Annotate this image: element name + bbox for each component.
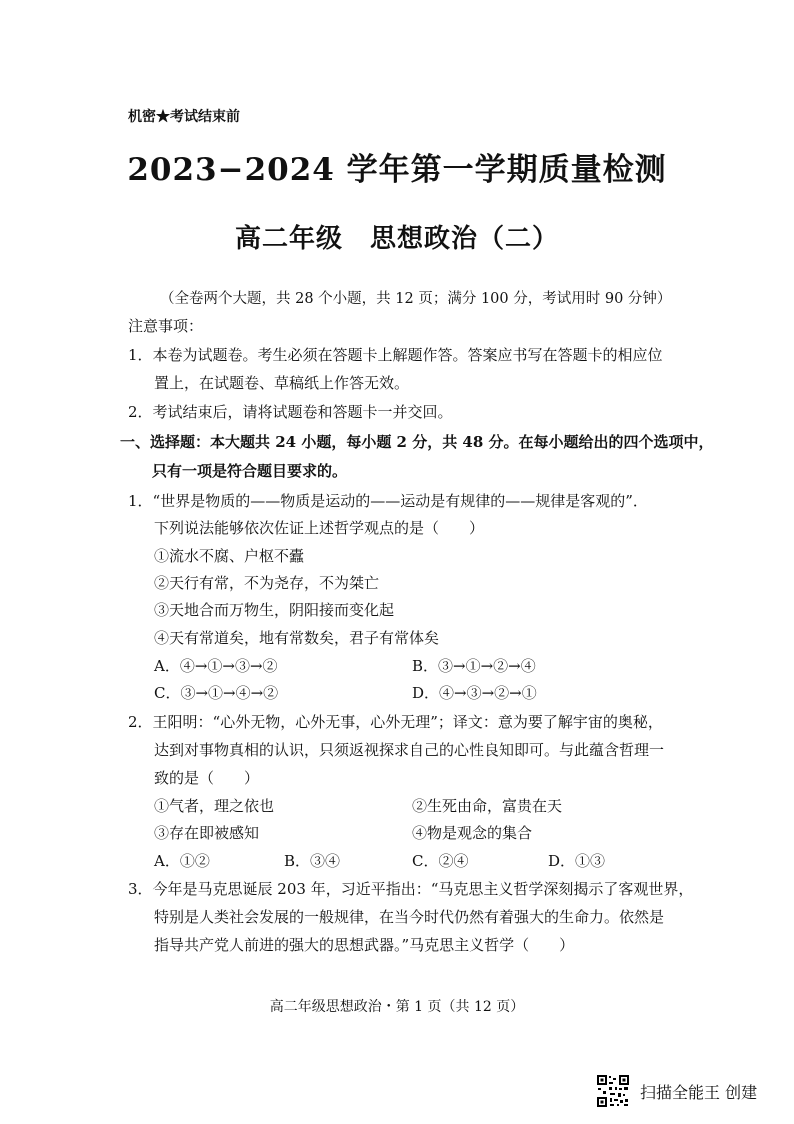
note-item-1-line-1: 1．本卷为试题卷。考生必须在答题卡上解题作答。答案应书写在答题卡的相应位: [128, 346, 663, 364]
q2-stem-line-3: 致的是（ ）: [154, 769, 260, 787]
page-footer: 高二年级思想政治・第 1 页（共 12 页）: [269, 999, 525, 1015]
q2-statement-4: ④物是观念的集合: [412, 824, 533, 842]
q1-option-d: D．④→③→②→①: [412, 684, 537, 702]
section-1-heading-line-2: 只有一项是符合题目要求的。: [152, 462, 348, 480]
q1-statement-2: ②天行有常，不为尧存，不为桀亡: [154, 574, 380, 592]
q3-stem-line-1: 3．今年是马克思诞辰 203 年，习近平指出：“马克思主义哲学深刻揭示了客观世界，: [128, 880, 694, 898]
q2-stem-line-2: 达到对事物真相的认识，只须返视探求自己的心性良知即可。与此蕴含哲理一: [154, 741, 665, 759]
q2-option-d: D．①③: [548, 852, 606, 870]
note-item-2: 2．考试结束后，请将试题卷和答题卡一并交回。: [128, 403, 453, 421]
scanner-watermark-label: 扫描全能王 创建: [640, 1083, 758, 1102]
q1-stem-line-2: 下列说法能够依次佐证上述哲学观点的是（ ）: [154, 519, 485, 537]
q1-statement-3: ③天地合而万物生，阴阳接而变化起: [154, 601, 395, 619]
notes-heading: 注意事项：: [128, 317, 204, 335]
q1-option-c: C．③→①→④→②: [154, 684, 279, 702]
q2-statement-3: ③存在即被感知: [154, 824, 260, 842]
q2-option-c: C．②④: [412, 852, 469, 870]
q3-stem-line-2: 特别是人类社会发展的一般规律，在当今时代仍然有着强大的生命力。依然是: [154, 908, 665, 926]
q1-option-a: A．④→①→③→②: [154, 657, 278, 675]
q2-stem-line-1: 2．王阳明：“心外无物，心外无事，心外无理”；译文：意为要了解宇宙的奥秘，: [128, 713, 663, 731]
q2-statement-1: ①气者，理之依也: [154, 797, 275, 815]
q3-stem-line-3: 指导共产党人前进的强大的思想武器。”马克思主义哲学（ ）: [154, 936, 575, 954]
qr-code-icon: [596, 1074, 630, 1108]
section-1-heading-line-1: 一、选择题：本大题共 24 小题，每小题 2 分，共 48 分。在每小题给出的四个选项中，: [120, 433, 714, 451]
q1-option-b: B．③→①→②→④: [412, 657, 536, 675]
confidential-label: 机密★考试结束前: [128, 109, 240, 125]
exam-subtitle: 高二年级 思想政治（二）: [234, 224, 559, 254]
q2-statement-2: ②生死由命，富贵在天: [412, 797, 563, 815]
q1-statement-1: ①流水不腐、户枢不蠹: [154, 547, 305, 565]
q2-option-b: B．③④: [284, 852, 341, 870]
note-item-1-line-2: 置上，在试题卷、草稿纸上作答无效。: [154, 374, 410, 392]
exam-title: 2023−2024 学年第一学期质量检测: [127, 152, 667, 188]
q2-option-a: A．①②: [154, 852, 210, 870]
q1-stem-line-1: 1．“世界是物质的——物质是运动的——运动是有规律的——规律是客观的”．: [128, 492, 648, 510]
q1-statement-4: ④天有常道矣，地有常数矣，君子有常体矣: [154, 629, 440, 647]
exam-info: （全卷两个大题，共 28 个小题，共 12 页；满分 100 分，考试用时 90 分钟）: [160, 291, 672, 307]
